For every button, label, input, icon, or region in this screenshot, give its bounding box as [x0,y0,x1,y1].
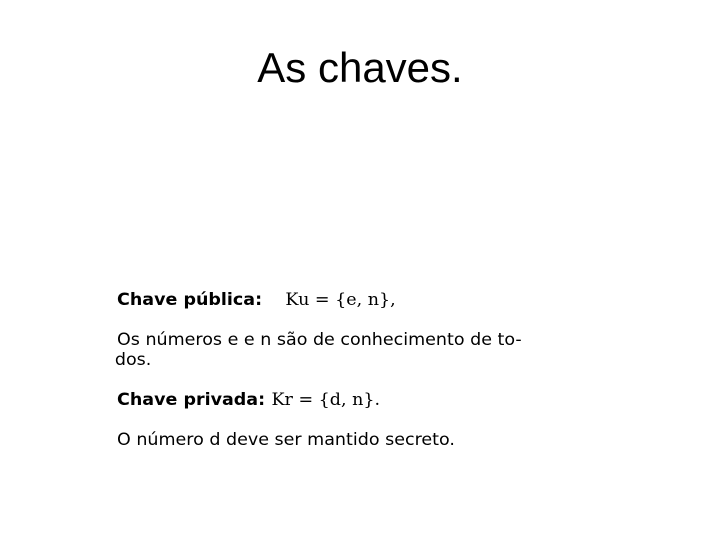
public-key-label: Chave pública: [117,290,263,309]
private-key-label: Chave privada: [117,390,266,409]
public-note-continuation-line [115,350,668,370]
slide-title: As chaves. [257,44,463,91]
private-note-line [117,430,668,450]
public-note-line [117,330,668,350]
public-key-line [117,290,668,310]
private-note-text: O número d deve ser mantido secreto. [117,430,455,449]
private-key-formula: Kr = {d, n}. [271,390,381,409]
public-note-text: Os números e e n são de conhecimento de to- [117,330,522,349]
private-key-line [117,390,668,410]
public-key-formula: Ku = {e, n}, [285,290,396,309]
slide-body [114,290,668,450]
public-note-continuation: dos. [114,350,152,369]
